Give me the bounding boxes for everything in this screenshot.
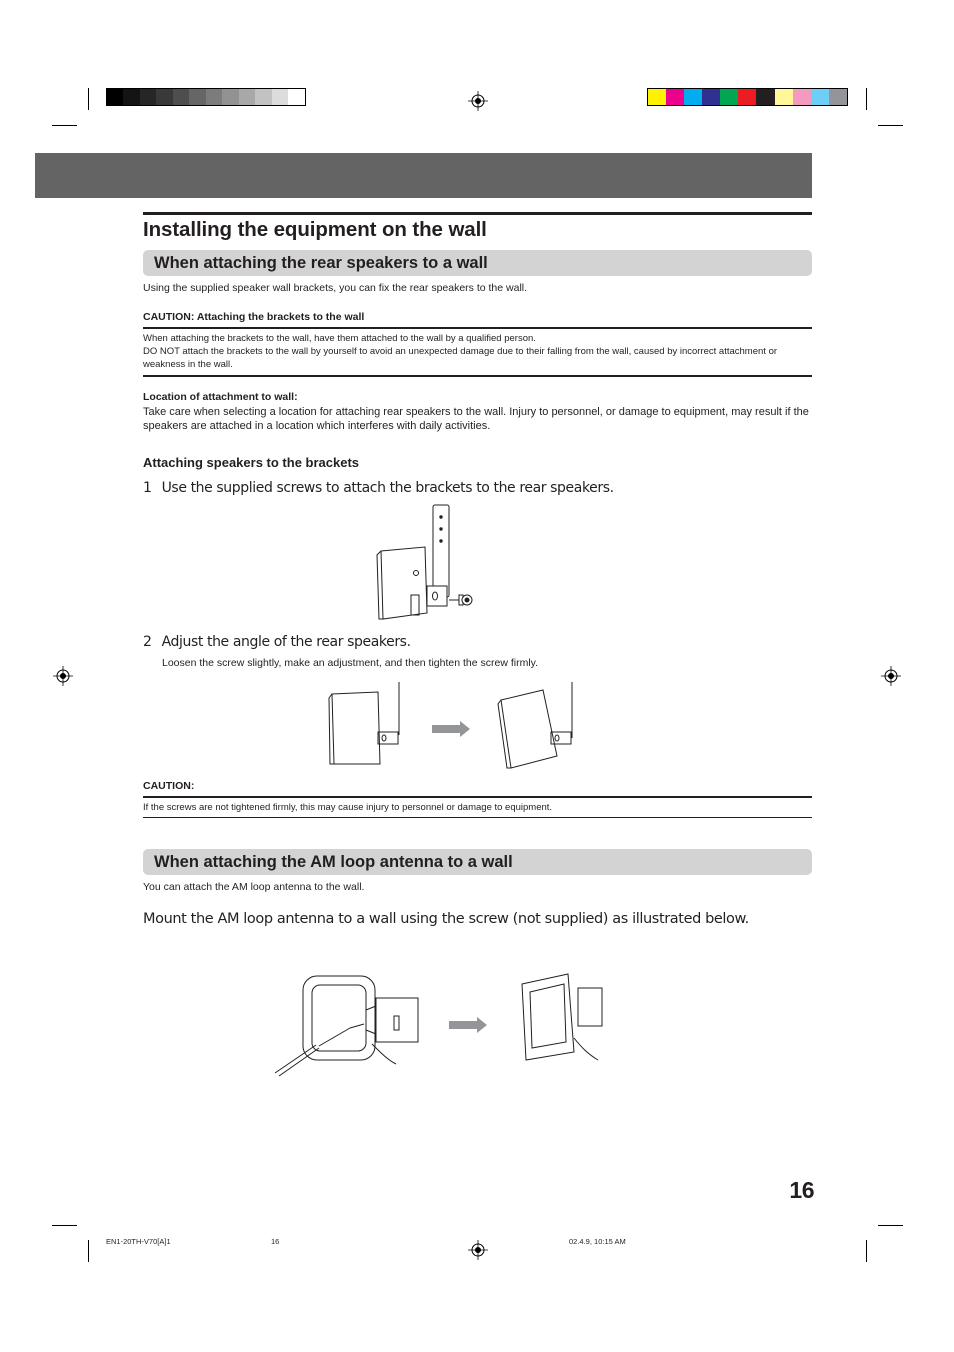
caution-rule-bottom — [143, 375, 812, 377]
caution-heading: CAUTION: Attaching the brackets to the wall — [143, 311, 365, 323]
grayscale-swatch — [107, 89, 123, 105]
step-1 — [143, 480, 614, 496]
footer-page: 16 — [271, 1237, 280, 1246]
color-swatch — [775, 89, 793, 105]
location-text: Take care when selecting a location for attaching rear speakers to the wall. Injury to personnel, or damage to equipment, may result if the speakers are attached in a location which interferes with daily activities. — [143, 406, 809, 432]
caution-line-2: DO NOT attach the brackets to the wall by yourself to avoid an unexpected damage due to their falling from the wall, caused by incorrect attachment or weakness in the wall. — [143, 346, 778, 370]
caution-2-heading: CAUTION: — [143, 780, 195, 792]
speaker-bracket-illustration — [375, 503, 475, 623]
rear-speakers-intro: Using the supplied speaker wall brackets, you can fix the rear speakers to the wall. — [143, 282, 528, 294]
grayscale-swatch — [239, 89, 255, 105]
page-title: Installing the equipment on the wall — [143, 212, 812, 242]
page-number: 16 — [789, 1177, 814, 1203]
location-heading: Location of attachment to wall: — [143, 391, 298, 403]
color-swatch — [793, 89, 811, 105]
arrow-right-icon — [449, 1017, 487, 1033]
footer-filename: EN1-20TH-V70[A]1 — [106, 1237, 171, 1246]
color-swatch — [811, 89, 829, 105]
grayscale-calibration-bar — [106, 88, 306, 106]
grayscale-swatch — [173, 89, 189, 105]
color-swatch — [666, 89, 684, 105]
attaching-subheading: Attaching speakers to the brackets — [143, 455, 360, 470]
color-swatch — [720, 89, 738, 105]
grayscale-swatch — [156, 89, 172, 105]
color-swatch — [648, 89, 666, 105]
color-swatch — [702, 89, 720, 105]
color-calibration-bar — [647, 88, 848, 106]
caution-2-text: If the screws are not tightened firmly, this may cause injury to personnel or damage to equipment. — [143, 802, 553, 813]
speaker-angle-before-illustration — [326, 680, 406, 770]
step-2-number: 2 — [143, 634, 152, 650]
rear-speakers-heading: When attaching the rear speakers to a wall — [143, 250, 812, 276]
color-swatch — [829, 89, 847, 105]
footer-timestamp: 02.4.9, 10:15 AM — [569, 1237, 626, 1246]
caution-line-1: When attaching the brackets to the wall, have them attached to the wall by a qualified person. — [143, 333, 536, 344]
color-swatch — [738, 89, 756, 105]
grayscale-swatch — [222, 89, 238, 105]
registration-mark-icon — [53, 666, 73, 686]
caution-2-rule-top — [143, 796, 812, 798]
am-antenna-screwdriver-illustration — [272, 970, 422, 1080]
step-1-number: 1 — [143, 480, 152, 496]
step-2-text: Adjust the angle of the rear speakers. — [161, 634, 411, 650]
am-antenna-mounted-illustration — [512, 968, 612, 1068]
grayscale-swatch — [189, 89, 205, 105]
step-1-text: Use the supplied screws to attach the brackets to the rear speakers. — [161, 480, 614, 496]
grayscale-swatch — [272, 89, 288, 105]
color-swatch — [684, 89, 702, 105]
registration-mark-icon — [881, 666, 901, 686]
registration-mark-icon — [468, 1240, 488, 1260]
step-2 — [143, 634, 411, 650]
grayscale-swatch — [140, 89, 156, 105]
grayscale-swatch — [288, 89, 304, 105]
arrow-right-icon — [432, 721, 470, 737]
header-band — [35, 153, 812, 198]
am-antenna-intro: You can attach the AM loop antenna to the wall. — [143, 881, 365, 893]
grayscale-swatch — [123, 89, 139, 105]
grayscale-swatch — [206, 89, 222, 105]
color-swatch — [756, 89, 774, 105]
caution-rule-top — [143, 327, 812, 329]
caution-2-rule-bottom — [143, 817, 812, 818]
registration-mark-icon — [468, 91, 488, 111]
am-antenna-heading: When attaching the AM loop antenna to a wall — [143, 849, 812, 875]
grayscale-swatch — [255, 89, 271, 105]
speaker-angle-after-illustration — [495, 680, 580, 772]
step-2-note: Loosen the screw slightly, make an adjustment, and then tighten the screw firmly. — [162, 657, 539, 669]
am-antenna-instruction: Mount the AM loop antenna to a wall using the screw (not supplied) as illustrated below. — [143, 911, 749, 927]
